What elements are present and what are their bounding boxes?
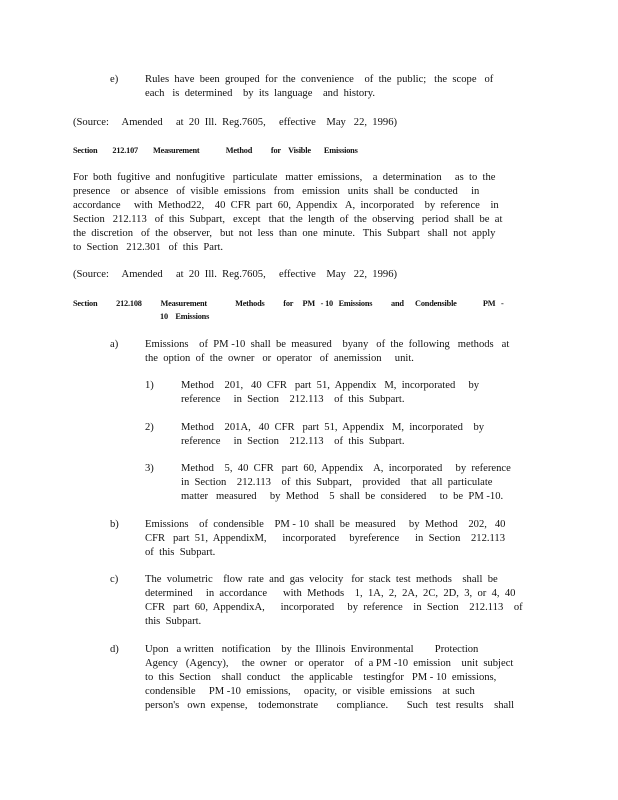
text-line: the option of the owner or operator of anemission unit. xyxy=(145,353,414,364)
item-d-label: d) xyxy=(110,644,119,655)
item-e-text xyxy=(145,73,497,101)
text-line: The volumetric flow rate and gas velocity for stack test methods shall be xyxy=(145,574,498,585)
text-line: CFR part 60, AppendixA, incorporated by reference in Section 212.113 of xyxy=(145,602,523,613)
text-line: in Section 212.113 of this Subpart, provided that all particulate xyxy=(181,477,493,488)
section-212-107-body xyxy=(73,171,503,255)
subitem-1-label: 1) xyxy=(145,380,154,391)
text-line: condensible PM -10 emissions, opacity, or visible emissions at such xyxy=(145,686,475,697)
text-line: CFR part 51, AppendixM, incorporated byreference in Section 212.113 xyxy=(145,533,506,544)
subitem-3-label: 3) xyxy=(145,463,154,474)
text-line: person's own expense, todemonstrate compliance. Such test results shall xyxy=(145,700,515,711)
text-line: matter measured by Method 5 shall be considered to be PM -10. xyxy=(181,491,504,502)
text-line: of this Subpart. xyxy=(145,547,216,558)
text-line: to Section 212.301 of this Part. xyxy=(73,242,224,253)
item-c-text xyxy=(145,573,523,629)
text-line: reference in Section 212.113 of this Subpart. xyxy=(181,394,405,405)
text-line: Method 201A, 40 CFR part 51, Appendix M, incorporated by xyxy=(181,422,485,433)
text-line: accordance with Method22, 40 CFR part 60, Appendix A, incorporated by reference in xyxy=(73,200,499,211)
text-line: reference in Section 212.113 of this Subpart. xyxy=(181,436,405,447)
text-line: Agency (Agency), the owner or operator of a PM -10 emission unit subject xyxy=(145,658,514,669)
item-c-label: c) xyxy=(110,574,119,585)
item-b-label: b) xyxy=(110,519,119,530)
text-line: Method 201, 40 CFR part 51, Appendix M, incorporated by xyxy=(181,380,480,391)
item-b-text xyxy=(145,518,506,560)
text-line: the discretion of the observer, but not less than one minute. This Subpart shall not apply xyxy=(73,228,496,239)
item-d-text xyxy=(145,643,515,713)
text-line: Emissions of PM -10 shall be measured byany of the following methods at xyxy=(145,339,510,350)
text-line: Emissions of condensible PM - 10 shall be measured by Method 202, 40 xyxy=(145,519,506,530)
text-line: Upon a written notification by the Illinois Environmental Protection xyxy=(145,644,479,655)
text-line: to this Section shall conduct the applicable testingfor PM - 10 emissions, xyxy=(145,672,497,683)
item-a-label: a) xyxy=(110,339,119,350)
text-line: Method 5, 40 CFR part 60, Appendix A, incorporated by reference xyxy=(181,463,511,474)
item-a-text xyxy=(145,338,510,366)
text-line: determined in accordance with Methods 1, 1A, 2, 2A, 2C, 2D, 3, or 4, 40 xyxy=(145,588,516,599)
subitem-2-text xyxy=(181,421,485,449)
text-line: this Subpart. xyxy=(145,616,202,627)
text-line: Rules have been grouped for the convenience of the public; the scope of xyxy=(145,74,494,85)
text-line: For both fugitive and nonfugitive particulate matter emissions, a determination as to the xyxy=(73,172,496,183)
source-note-1: (Source: Amended at 20 Ill. Reg.7605, effective May 22, 1996) xyxy=(73,117,398,128)
subitem-3-text xyxy=(181,462,511,504)
section-212-107-heading: Section 212.107 Measurement Method for Visible Emissions xyxy=(73,146,358,155)
text-line: each is determined by its language and history. xyxy=(145,88,375,99)
text-line: presence or absence of visible emissions from emission units shall be conducted in xyxy=(73,186,480,197)
section-212-108-heading: Section 212.108 Measurement Methods for PM - 10 Emissions and Condensible PM - xyxy=(73,299,504,308)
subitem-1-text xyxy=(181,379,481,407)
subitem-2-label: 2) xyxy=(145,422,154,433)
item-e-label: e) xyxy=(110,74,119,85)
text-line: Section 212.113 of this Subpart, except that the length of the observing period shall be at xyxy=(73,214,503,225)
section-212-108-heading-cont: 10 Emissions xyxy=(160,312,210,321)
source-note-2: (Source: Amended at 20 Ill. Reg.7605, effective May 22, 1996) xyxy=(73,269,398,280)
